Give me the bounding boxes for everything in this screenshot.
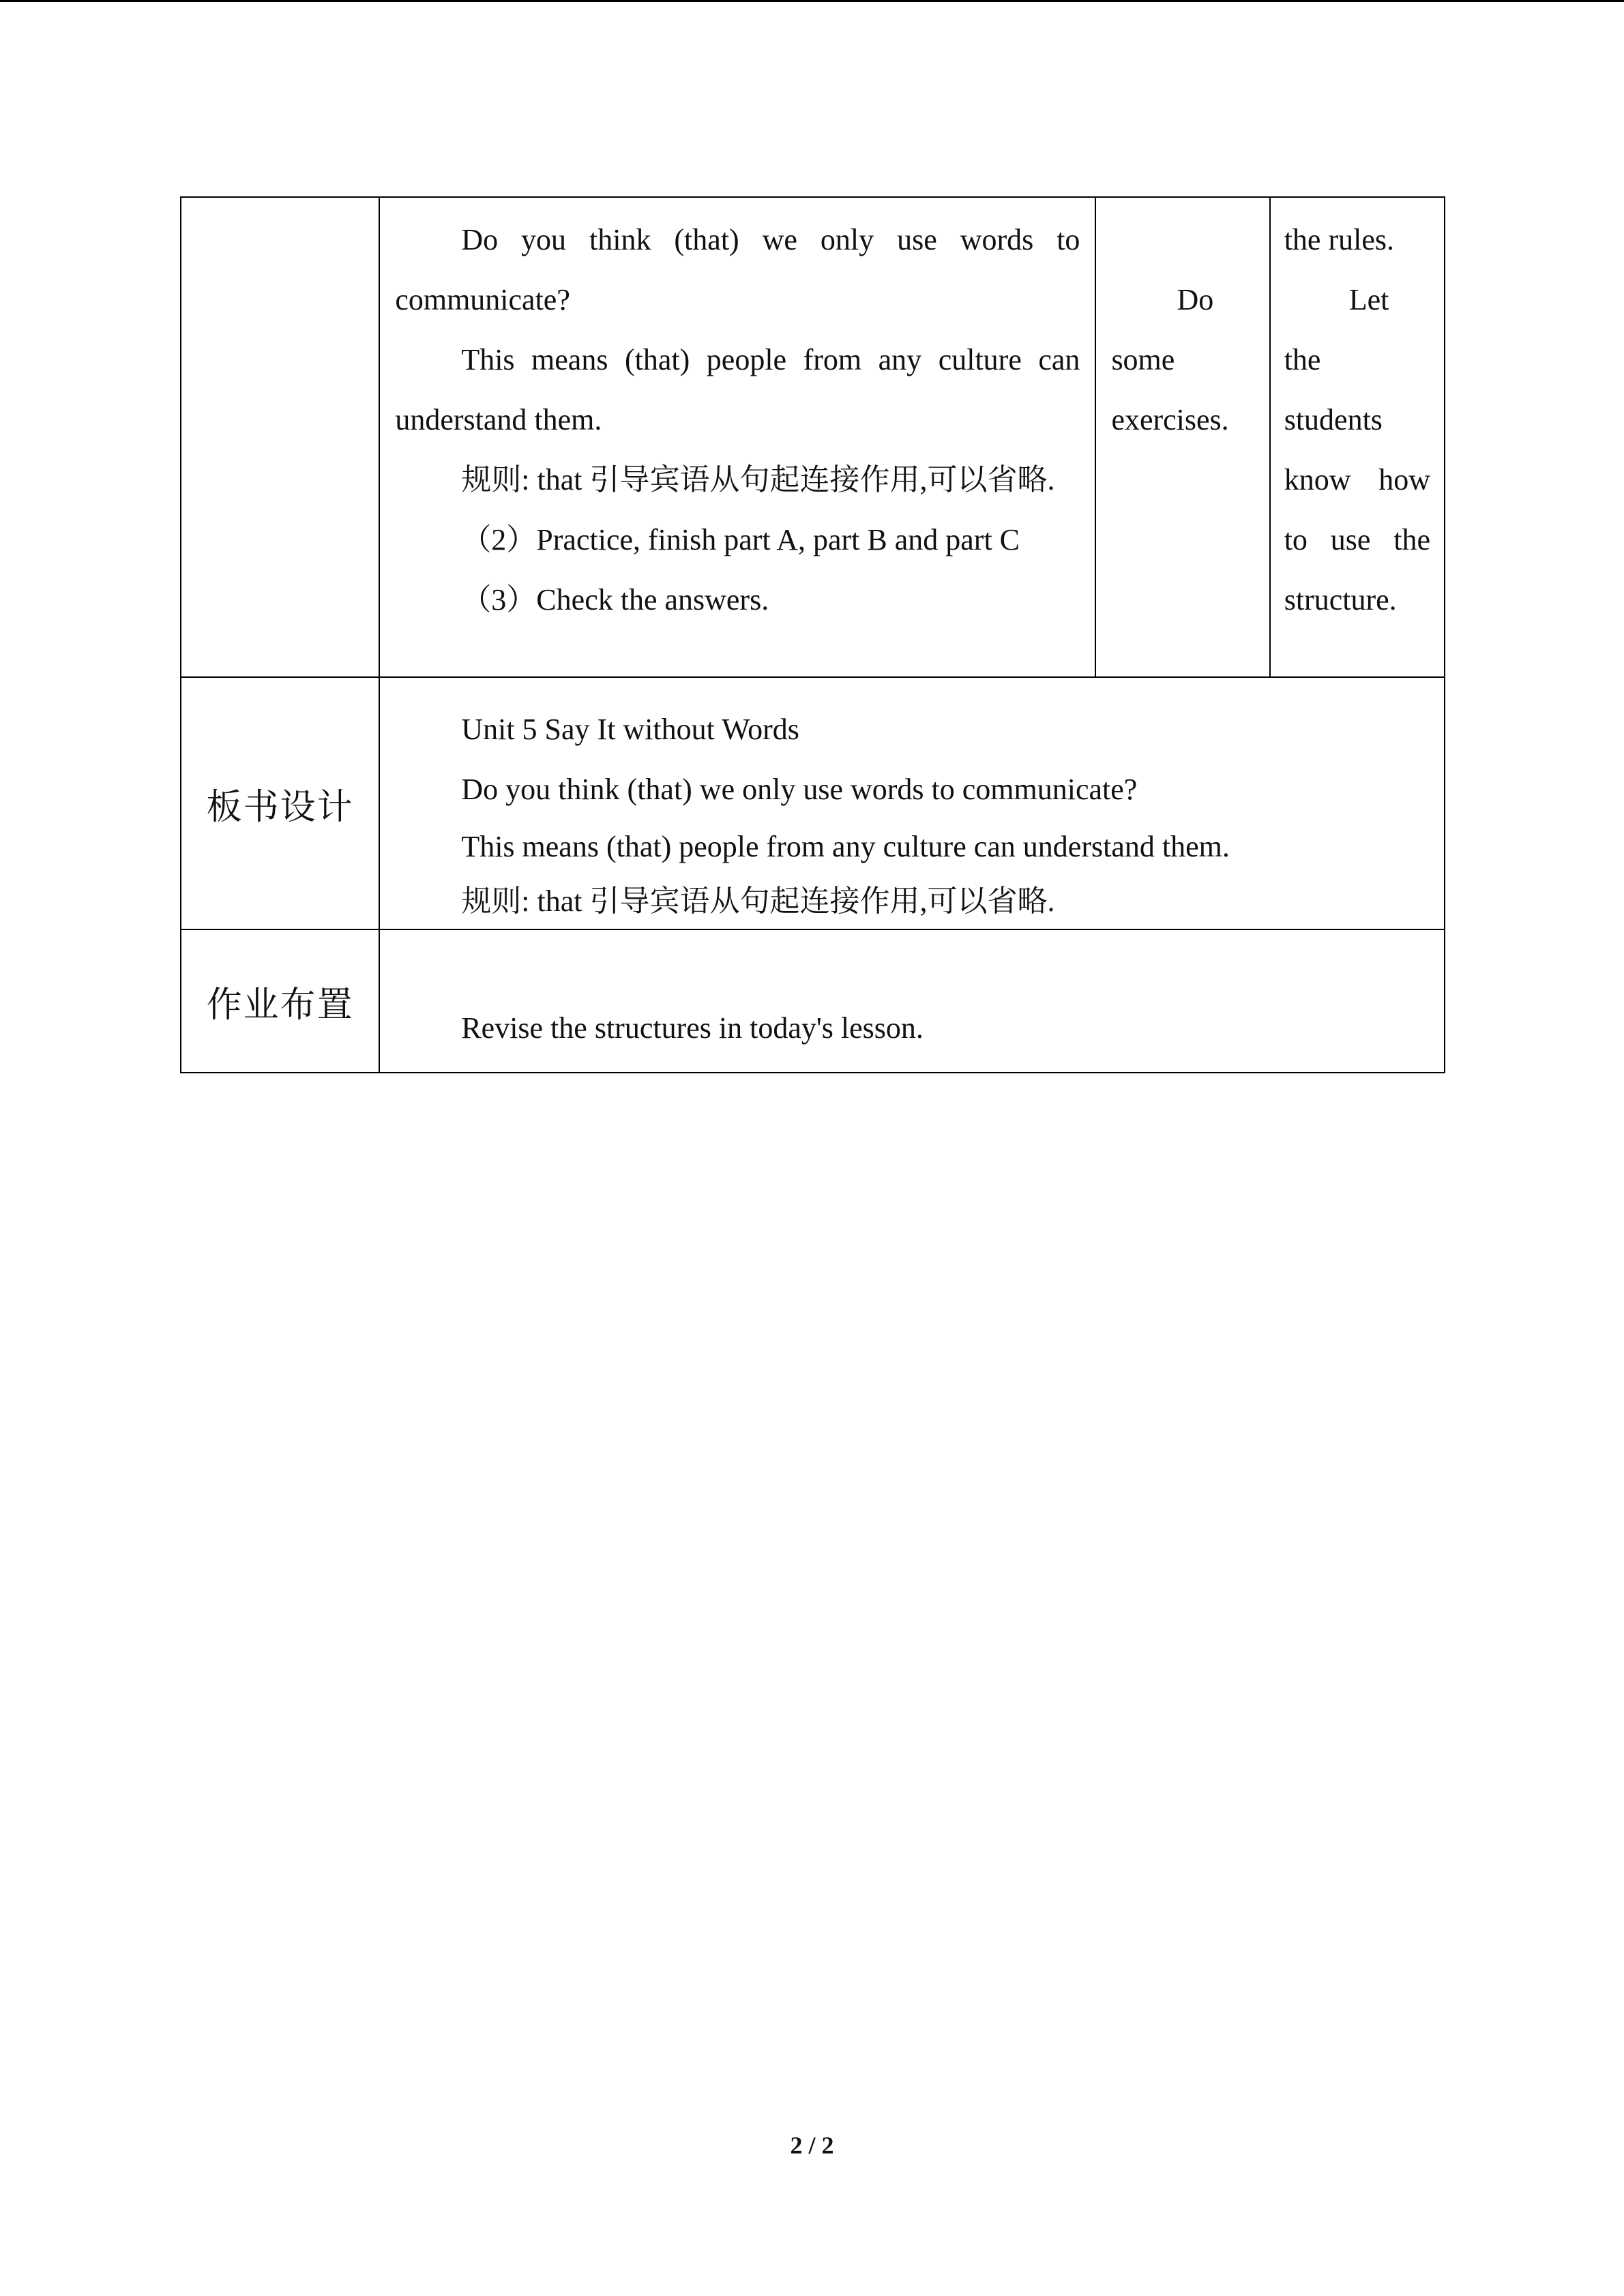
homework-label: 作业布置 [181, 929, 379, 1073]
teaching-process-cell [379, 197, 1095, 677]
process-line-rule: 规则: that 引导宾语从句起连接作用,可以省略. [461, 463, 1055, 496]
intent-line-4: students [1284, 403, 1383, 436]
intent-line-7: structure. [1284, 583, 1397, 616]
homework-text: Revise the structures in today's lesson. [461, 1011, 924, 1045]
design-intent-cell [1270, 197, 1445, 677]
intent-line-1: the rules. [1284, 223, 1394, 256]
activity-line-1: Do [1177, 283, 1214, 316]
board-line-question: Do you think (that) we only use words to communicate? [461, 773, 1138, 806]
board-design-label: 板书设计 [181, 677, 379, 929]
intent-line-6: to use the [1284, 523, 1430, 556]
intent-line-5: know how [1284, 463, 1430, 496]
student-activity-cell [1095, 197, 1269, 677]
page-number: 2 / 2 [790, 2132, 834, 2159]
process-line-question: Do you think (that) we only use words to communicate? [395, 223, 1080, 316]
empty-stage-cell [181, 197, 379, 677]
board-line-rule: 规则: that 引导宾语从句起连接作用,可以省略. [461, 884, 1055, 918]
board-line-title: Unit 5 Say It without Words [461, 713, 799, 746]
teaching-step-row [181, 197, 1445, 677]
board-design-row [181, 677, 1445, 929]
lesson-plan-table [180, 196, 1445, 1073]
page-top-border [0, 0, 1624, 2]
homework-content [379, 929, 1445, 1073]
activity-line-3: exercises. [1111, 403, 1229, 436]
board-design-content [379, 677, 1445, 929]
process-line-check: （3）Check the answers. [461, 583, 769, 616]
process-line-practice: （2）Practice, finish part A, part B and part C [461, 523, 1020, 556]
homework-row [181, 929, 1445, 1073]
board-line-means: This means (that) people from any culture can understand them. [461, 830, 1230, 863]
activity-line-2: some [1111, 343, 1175, 376]
intent-line-3: the [1284, 343, 1321, 376]
intent-line-2: Let [1348, 283, 1389, 316]
process-line-means: This means (that) people from any culture can understand them. [395, 343, 1080, 436]
